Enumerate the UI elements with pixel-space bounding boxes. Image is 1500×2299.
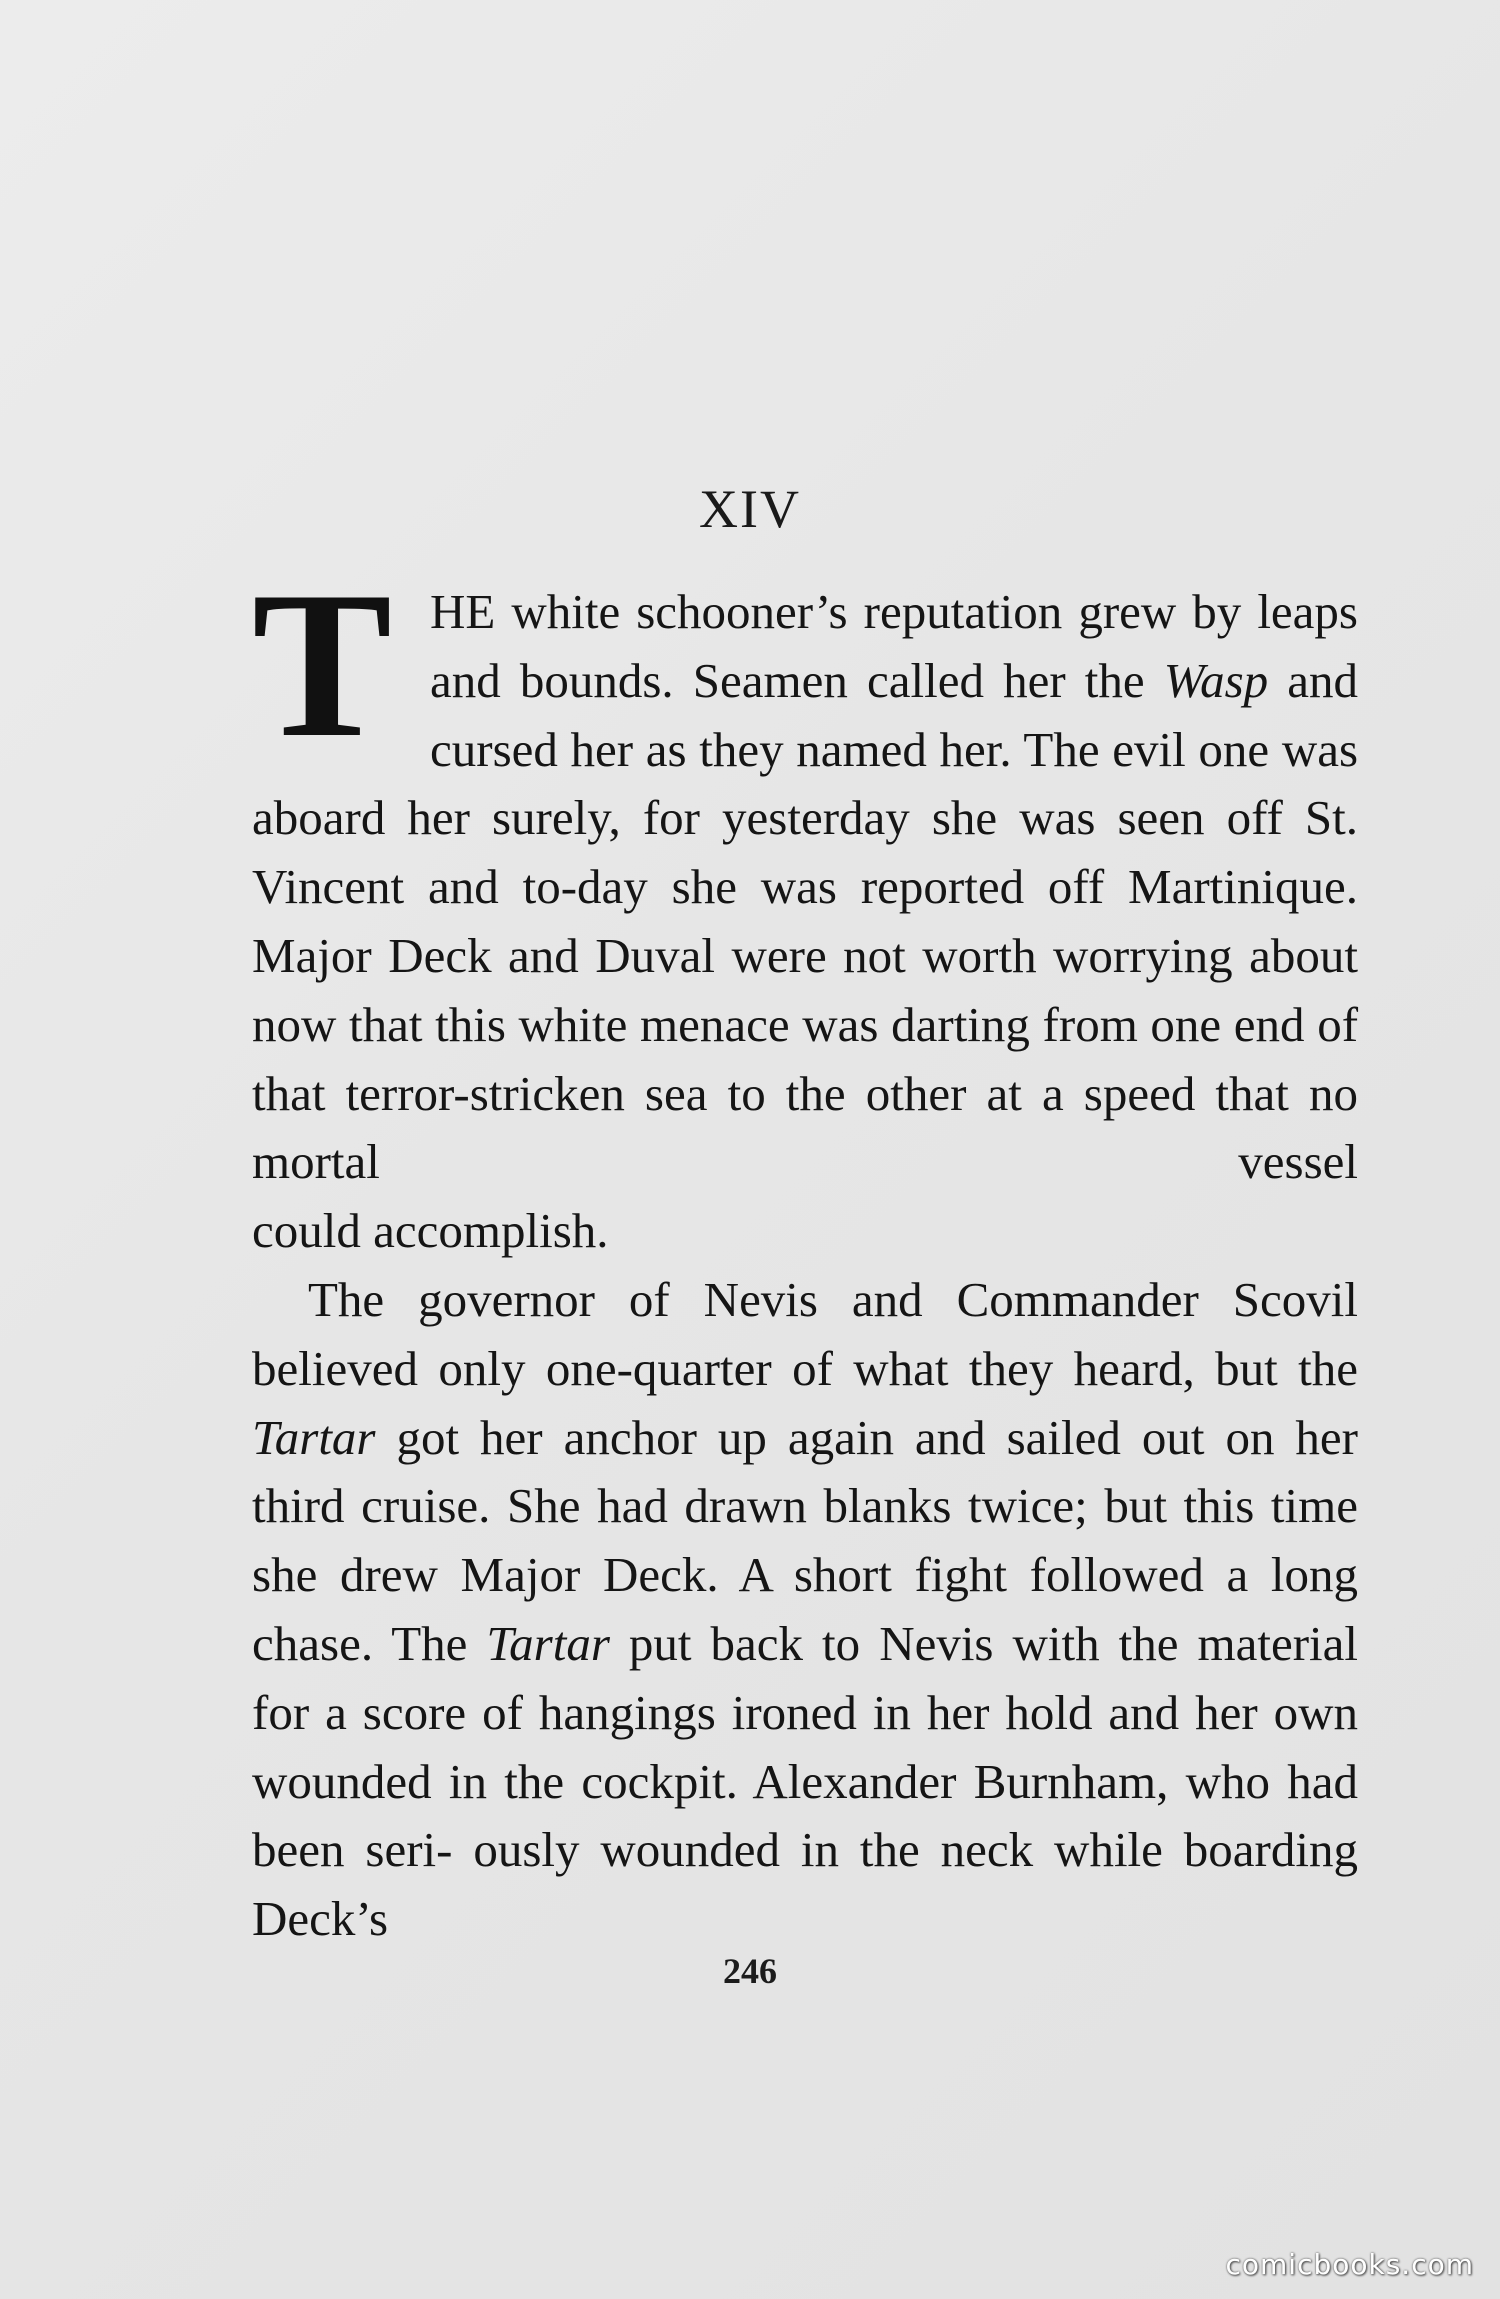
body-text — [252, 549, 1359, 1954]
text-line: HE white schooner’s reputation grew by leaps — [430, 584, 1358, 639]
text-line: Nevis with the material for a score of hangings — [252, 1615, 1359, 1740]
text-line: the — [1298, 1340, 1358, 1396]
text-line: followed a long chase. The — [252, 1547, 1358, 1671]
paragraph-2 — [252, 1266, 1358, 1954]
text-line: cockpit. Alexander Burnham, who had been seri- — [252, 1753, 1358, 1878]
text-line: was darting from one end of that terror-stricken — [252, 996, 1359, 1121]
ship-name: Wasp — [1163, 652, 1269, 708]
text-line: could accomplish. — [252, 1203, 609, 1259]
paragraph-1-end — [252, 1197, 1358, 1266]
text-line: seen off St. Vincent and to-day she was reported off — [252, 790, 1359, 915]
drop-cap: T — [252, 549, 393, 781]
text-line: one was aboard her surely, for yesterday she was — [252, 721, 1359, 846]
ship-name: Tartar — [486, 1615, 610, 1671]
text-line: ously wounded in the neck while boarding Deck’s — [252, 1822, 1358, 1947]
text-line: Martinique. Major Deck and Duval were not — [252, 859, 1358, 983]
ship-name: Tartar — [252, 1409, 376, 1465]
text-line: worth worrying about now that this white menace — [252, 927, 1358, 1052]
text-line: sea to the other at a speed that no mortal vessel — [252, 1065, 1358, 1190]
drop-cap-container — [252, 549, 430, 781]
text-line: got her anchor up again and sailed out — [375, 1409, 1205, 1465]
text-line: put back to — [609, 1615, 861, 1671]
text-line: and cursed her as they named her. The evil — [430, 652, 1358, 777]
chapter-heading: XIV — [699, 479, 801, 539]
text-line: believed only one-quarter of what they heard, but — [252, 1340, 1278, 1396]
text-line: on her third cruise. She had drawn blanks twice; — [252, 1409, 1358, 1534]
text-line: The governor of Nevis and Commander Scovil — [308, 1271, 1358, 1327]
text-line: but this time she drew Major Deck. A short fight — [252, 1478, 1358, 1603]
text-line: ironed in her hold and her own wounded in the — [252, 1684, 1358, 1809]
text-line: and bounds. Seamen called her the — [430, 652, 1164, 708]
page-number: 246 — [723, 1951, 777, 1991]
watermark: comicbooks.com — [1225, 2248, 1474, 2281]
